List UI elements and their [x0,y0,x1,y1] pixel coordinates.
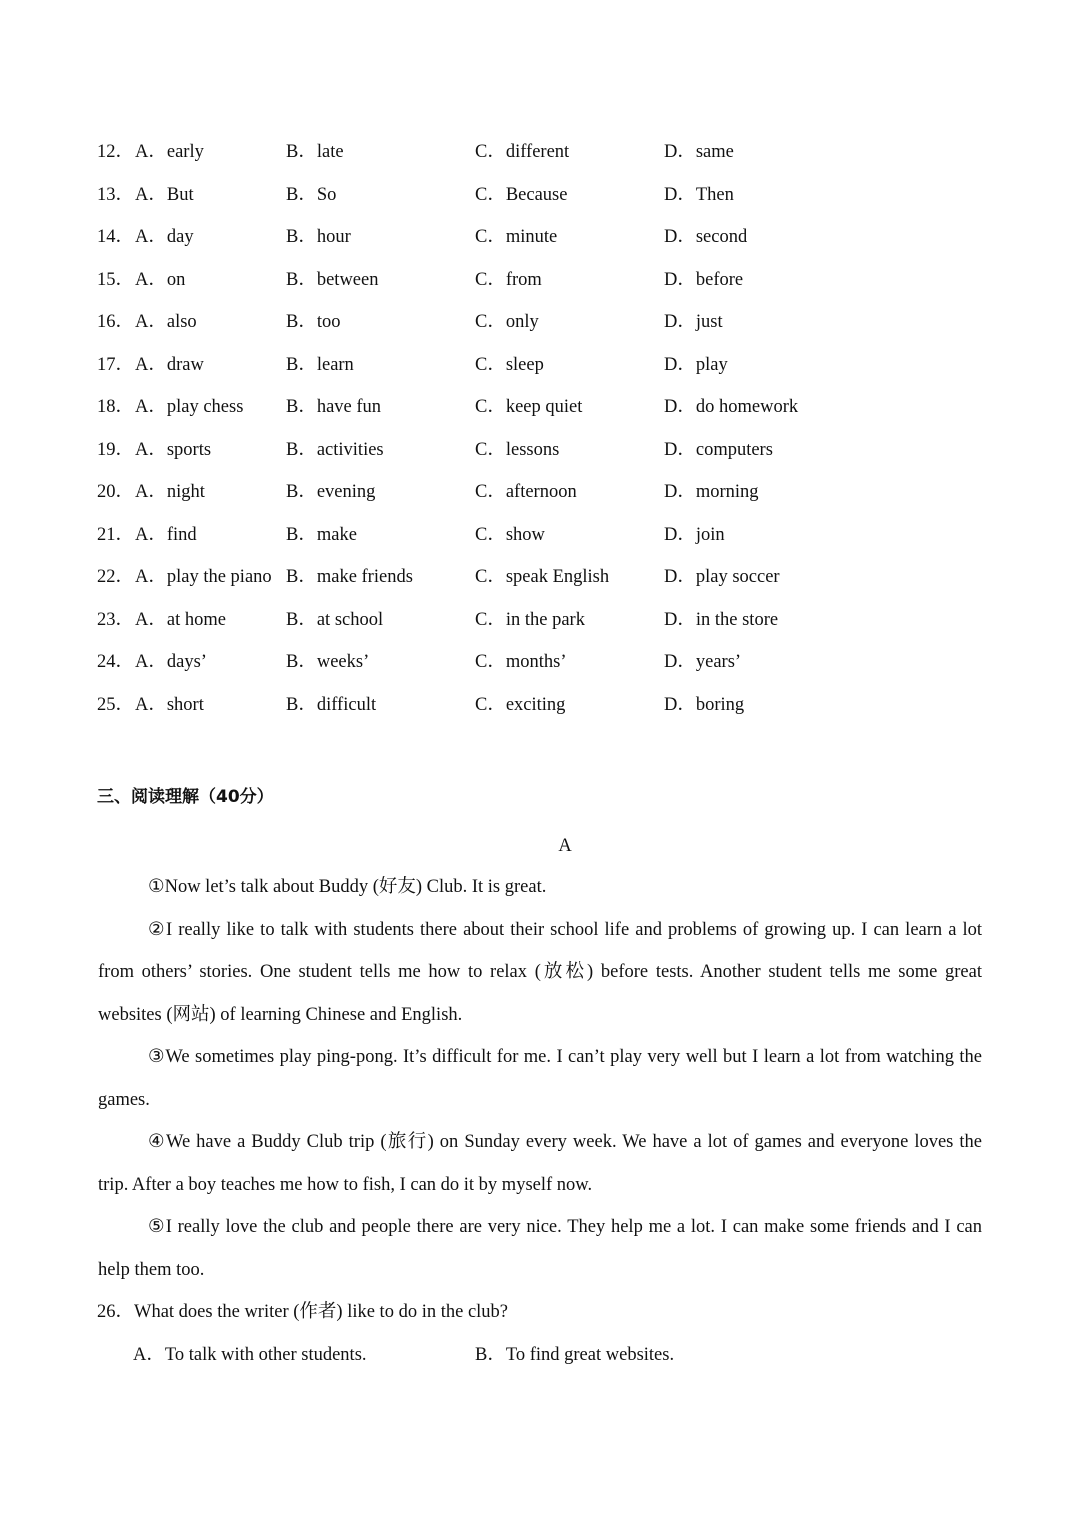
section-heading: 三、阅读理解（40分） [97,787,274,807]
choice-row-18 [97,386,997,429]
option-c: C．only [475,312,539,332]
option-a: A．night [135,482,205,502]
option-a: A．sports [135,439,212,460]
option-a: A．But [135,184,194,205]
question-26: 26．What does the writer (作者) like to do in the club? [97,1302,509,1322]
option-d: D．same [664,142,734,162]
choice-row-21 [97,514,997,557]
option-b: B．have fun [286,397,382,417]
choice-row-23 [97,599,997,642]
choice-row-14 [97,216,997,259]
option-c: C．sleep [475,354,544,375]
option-c: C．show [475,524,545,545]
option-d: D．play soccer [664,567,780,587]
passage-paragraph-1: ①Now let’s talk about Buddy (好友) Club. It is great. [148,877,547,897]
option-b: B．evening [286,482,376,502]
option-d: D．just [664,312,723,332]
option-c: C．afternoon [475,482,577,502]
option-a: A．To talk with other students. [133,1345,367,1365]
passage-label: A [558,836,572,856]
choice-row-20 [97,471,997,514]
option-d: D．Then [664,184,734,205]
option-b: B．hour [286,227,351,247]
option-b: B．To find great websites. [475,1345,675,1365]
option-a: A．also [135,312,197,332]
option-c: C．months’ [475,652,567,672]
option-a: A．play the piano [135,567,272,587]
question-26-options [97,1334,997,1377]
option-b: B．So [286,184,337,205]
option-d: D．do homework [664,397,799,417]
option-d: D．morning [664,482,759,502]
question-number: 12． [97,142,135,162]
option-a: A．day [135,227,194,247]
question-number: 15． [97,269,135,290]
option-b: B．activities [286,439,384,460]
option-c: C．keep quiet [475,397,583,417]
option-a: A．at home [135,609,226,630]
passage-paragraph-2: ②I really like to talk with students there about their school life and problems of growing up. I can learn a lot from others’ stories. One student tells me how to relax (放松) before tests. Another student tells me some great websites (网站) of learning Chinese and English. [98,919,982,1025]
option-d: D．join [664,524,725,545]
passage-paragraph-4: ④We have a Buddy Club trip (旅行) on Sunday every week. We have a lot of games and everyone loves the trip. After a boy teaches me how to fish, I can do it by myself now. [98,1132,982,1195]
choice-row-19 [97,429,997,472]
passage-paragraph-5: ⑤I really love the club and people there are very nice. They help me a lot. I can make some friends and I can help them too. [98,1217,982,1280]
choice-row-13 [97,174,997,217]
option-c: C．speak English [475,567,610,587]
option-b: B．difficult [286,694,377,715]
question-number: 16． [97,312,135,332]
option-c: C．exciting [475,694,566,715]
question-number: 22． [97,567,135,587]
option-b: B．learn [286,354,354,375]
question-number: 18． [97,397,135,417]
option-c: C．minute [475,227,558,247]
choice-row-17 [97,344,997,387]
option-b: B．at school [286,609,384,630]
option-a: A．draw [135,354,204,375]
option-d: D．in the store [664,609,779,630]
option-a: A．early [135,142,204,162]
option-b: B．late [286,142,344,162]
question-number: 23． [97,609,135,630]
option-b: B．too [286,312,341,332]
question-number: 14． [97,227,135,247]
option-a: A．on [135,269,186,290]
question-number: 19． [97,439,135,460]
choice-row-15 [97,259,997,302]
option-a: A．find [135,524,197,545]
option-c: C．Because [475,184,568,205]
option-a: A．short [135,694,204,715]
option-c: C．in the park [475,609,585,630]
option-a: A．days’ [135,652,207,672]
cloze-choices [97,131,997,726]
choice-row-25 [97,684,997,727]
option-d: D．years’ [664,652,742,672]
option-c: C．different [475,142,570,162]
option-b: B．make [286,524,357,545]
option-b: B．between [286,269,379,290]
question-number: 20． [97,482,135,502]
choice-row-22 [97,556,997,599]
option-d: D．before [664,269,744,290]
question-number: 21． [97,524,135,545]
question-number: 17． [97,354,135,375]
question-number: 13． [97,184,135,205]
choice-row-12 [97,131,997,174]
question-number: 24． [97,652,135,672]
choice-row-24 [97,641,997,684]
option-d: D．second [664,227,748,247]
option-c: C．lessons [475,439,560,460]
option-b: B．make friends [286,567,413,587]
option-d: D．boring [664,694,745,715]
choice-row-16 [97,301,997,344]
option-c: C．from [475,269,542,290]
question-number: 25． [97,694,135,715]
reading-passage [98,866,982,1291]
passage-paragraph-3: ③We sometimes play ping-pong. It’s difficult for me. I can’t play very well but I learn a lot from watching the games. [98,1047,982,1110]
option-d: D．play [664,354,728,375]
option-a: A．play chess [135,397,244,417]
option-b: B．weeks’ [286,652,370,672]
option-d: D．computers [664,439,773,460]
